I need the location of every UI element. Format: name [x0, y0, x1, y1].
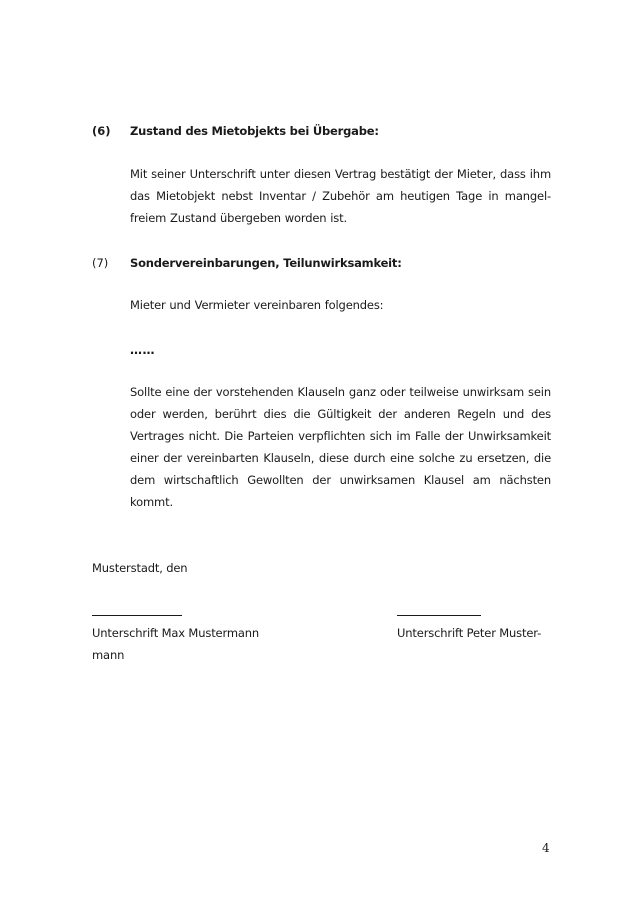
section-7-heading: Sondervereinbarungen, Teilunwirksamkeit:: [130, 256, 402, 270]
page-number: 4: [542, 841, 550, 855]
signature-line-right: [397, 615, 481, 616]
signature-label-left-continuation: mann: [92, 648, 125, 662]
place-date: Musterstadt, den: [92, 561, 188, 575]
section-6-heading: Zustand des Mietobjekts bei Übergabe:: [130, 124, 379, 138]
section-7-intro: Mieter und Vermieter vereinbaren folgendes:: [130, 298, 384, 312]
signature-label-right: Unterschrift Peter Muster-: [397, 626, 542, 640]
signature-label-left: Unterschrift Max Mustermann: [92, 626, 260, 640]
section-7-placeholder: ……: [130, 343, 155, 357]
section-6-paragraph: Mit seiner Unterschrift unter diesen Vertrag bestätigt der Mieter, dass ihm das Mietobjekt nebst Inventar / Zubehör am heutigen Tage in mangel-freiem Zustand übergeben worden ist.: [130, 167, 551, 225]
signature-line-left: [92, 615, 182, 616]
section-7-paragraph: Sollte eine der vorstehenden Klauseln ganz oder teilweise unwirksam sein oder werden, berührt dies die Gültigkeit der anderen Regeln und des Vertrages nicht. Die Parteien verpflichten sich im Falle der Unwirksamkeit einer der vereinbarten Klauseln, diese durch eine solche zu ersetzen, die dem wirtschaftlich Gewollten der unwirksamen Klausel am nächsten kommt.: [130, 385, 551, 509]
section-7-number: (7): [92, 256, 109, 270]
section-6-number: (6): [92, 124, 111, 138]
